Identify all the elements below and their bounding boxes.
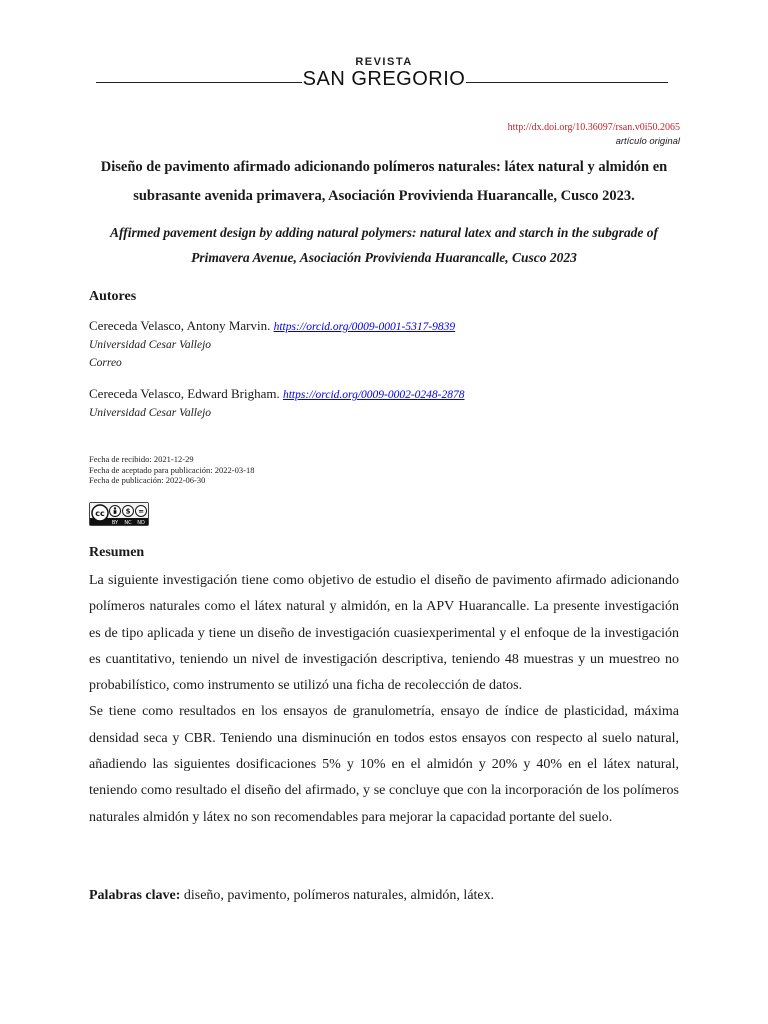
date-accepted: Fecha de aceptado para publicación: 2022-03-18	[89, 464, 255, 475]
author-2	[89, 385, 465, 422]
keywords-text: diseño, pavimento, polímeros naturales, almidón, látex.	[180, 888, 495, 903]
author-1	[89, 317, 455, 372]
authors-heading: Autores	[89, 289, 137, 304]
author-2-name: Cereceda Velasco, Edward Brigham.	[89, 386, 280, 401]
title-english-line-1: Affirmed pavement design by adding natural polymers: natural latex and starch in the subgrade of	[109, 225, 659, 240]
publication-dates	[89, 454, 254, 486]
author-1-email-label: Correo	[89, 357, 122, 369]
author-2-orcid-link[interactable]: https://orcid.org/0009-0002-0248-2878	[282, 389, 465, 401]
author-2-affiliation: Universidad Cesar Vallejo	[89, 407, 212, 419]
cc-label: cc	[95, 509, 105, 518]
cc-nd-label: ND	[137, 519, 145, 525]
abstract-body	[89, 568, 679, 831]
masthead-rule-right	[466, 82, 668, 83]
title-english-line-2: Primavera Avenue, Asociación Provivienda Huarancalle, Cusco 2023	[191, 250, 577, 265]
article-type: artículo original	[615, 136, 680, 147]
abstract-heading: Resumen	[89, 545, 145, 560]
svg-text:$: $	[125, 507, 131, 516]
cc-by-label: BY	[111, 519, 119, 525]
title-spanish-line-2: subrasante avenida primavera, Asociación Provivienda Huarancalle, Cusco 2023.	[133, 188, 635, 204]
cc-nc-label: NC	[124, 519, 132, 525]
author-1-orcid-link[interactable]: https://orcid.org/0009-0001-5317-9839	[273, 321, 456, 333]
title-spanish	[88, 153, 680, 211]
title-spanish-line-1: Diseño de pavimento afirmado adicionando polímeros naturales: látex natural y almidón en	[100, 159, 668, 175]
journal-masthead	[0, 56, 768, 96]
abstract-paragraph-1: La siguiente investigación tiene como objetivo de estudio el diseño de pavimento afirmado adicionando polímeros naturales como el látex natural y almidón, en la APV Huarancalle. La presente investigación es de tipo aplicada y tiene un diseño de investigación cuasiexperimental y el enfoque de la investigación es cuantitativo, teniendo un nivel de investigación descriptiva, teniendo 48 muestras y un muestreo no probabilístico, como instrumento se utilizó una ficha de recolección de datos.	[89, 573, 679, 694]
svg-text:=: =	[138, 507, 144, 516]
keywords	[89, 888, 494, 904]
author-1-name: Cereceda Velasco, Antony Marvin.	[89, 318, 271, 333]
author-1-affiliation: Universidad Cesar Vallejo	[89, 339, 212, 351]
title-english	[88, 220, 680, 270]
masthead-revista: REVISTA	[355, 56, 413, 68]
cc-by-nc-nd-icon[interactable]	[89, 502, 149, 526]
abstract-paragraph-2: Se tiene como resultados en los ensayos de granulometría, ensayo de índice de plasticidad, máxima densidad seca y CBR. Teniendo una disminución en todos estos ensayos con respecto al suelo natural, añadiendo las siguientes dosificaciones 5% y 10% en el almidón y 20% y 40% en el látex natural, teniendo como resultado el diseño del afirmado, y se concluye que con la incorporación de los polímeros naturales almidón y látex no son recomendables para mejorar la capacidad portante del suelo.	[89, 704, 679, 825]
masthead-journal-name: SAN GREGORIO	[302, 68, 466, 90]
date-published: Fecha de publicación: 2022-06-30	[89, 475, 206, 485]
keywords-label: Palabras clave:	[89, 888, 181, 903]
doi-link[interactable]: http://dx.doi.org/10.36097/rsan.v0i50.2065	[507, 122, 680, 133]
date-received: Fecha de recibido: 2021-12-29	[89, 454, 194, 464]
